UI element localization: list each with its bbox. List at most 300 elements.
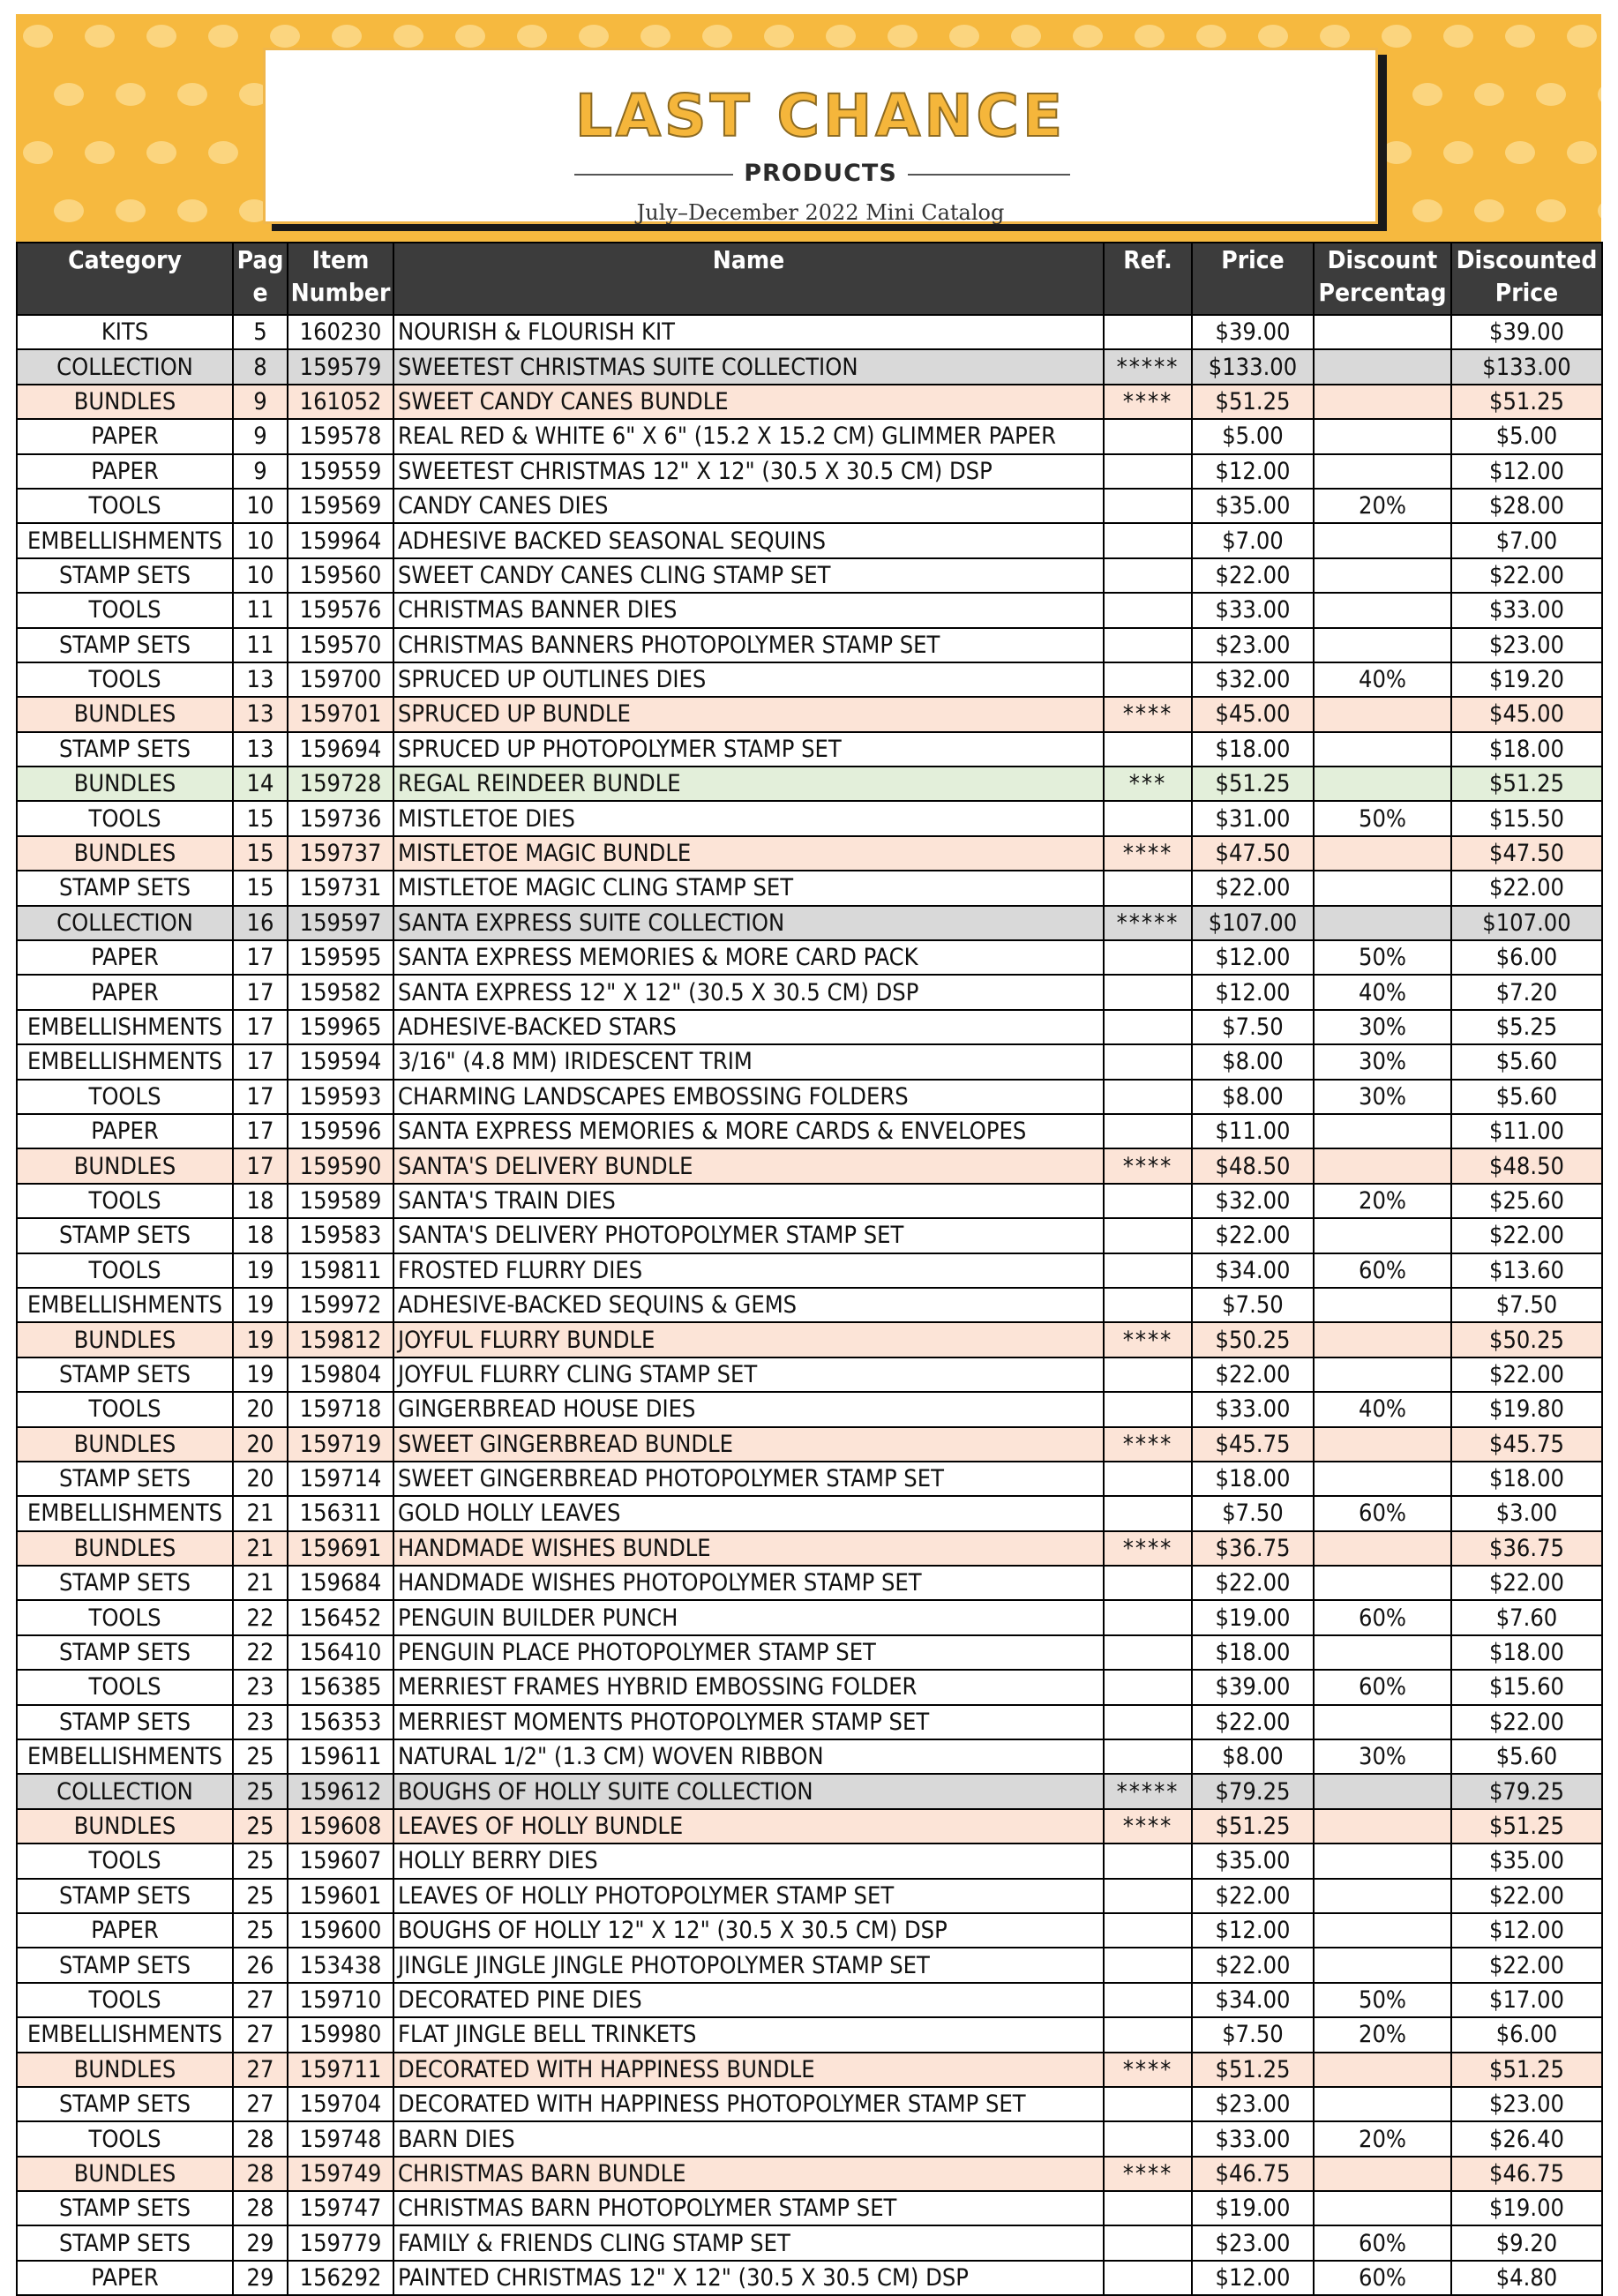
cell-discount	[1314, 2191, 1451, 2225]
table-row	[17, 836, 1602, 871]
cell-ref: ***	[1104, 767, 1192, 801]
table-row	[17, 1739, 1602, 1774]
cell-discount: 20%	[1314, 2017, 1451, 2052]
cell-page: 17	[233, 940, 288, 975]
table-row	[17, 1566, 1602, 1600]
cell-category: STAMP SETS	[17, 2225, 233, 2260]
cell-ref	[1104, 523, 1192, 557]
cell-name: SANTA EXPRESS SUITE COLLECTION	[393, 906, 1104, 940]
banner-dot	[1536, 199, 1566, 222]
cell-page: 25	[233, 1774, 288, 1808]
cell-discounted-price: $11.00	[1451, 1114, 1602, 1148]
cell-discounted-price: $51.25	[1451, 1809, 1602, 1844]
cell-item-number: 159980	[288, 2017, 393, 2052]
cell-discounted-price: $22.00	[1451, 558, 1602, 593]
cell-name: BARN DIES	[393, 2121, 1104, 2156]
cell-price: $23.00	[1192, 2087, 1314, 2121]
table-row	[17, 732, 1602, 767]
table-row	[17, 315, 1602, 349]
table-row	[17, 1531, 1602, 1566]
cell-name: DECORATED WITH HAPPINESS BUNDLE	[393, 2053, 1104, 2087]
cell-item-number: 156292	[288, 2261, 393, 2295]
banner-dot	[1443, 25, 1473, 48]
cell-name: SWEET GINGERBREAD BUNDLE	[393, 1427, 1104, 1462]
cell-ref	[1104, 1357, 1192, 1392]
cell-discounted-price: $19.80	[1451, 1392, 1602, 1426]
cell-category: BUNDLES	[17, 1427, 233, 1462]
cell-item-number: 159728	[288, 767, 393, 801]
cell-page: 10	[233, 489, 288, 523]
cell-name: LEAVES OF HOLLY PHOTOPOLYMER STAMP SET	[393, 1879, 1104, 1913]
cell-discount	[1314, 836, 1451, 871]
table-row	[17, 2191, 1602, 2225]
cell-discounted-price: $6.00	[1451, 2017, 1602, 2052]
table-row	[17, 662, 1602, 697]
cell-item-number: 159736	[288, 801, 393, 835]
cell-item-number: 159718	[288, 1392, 393, 1426]
cell-discounted-price: $5.00	[1451, 419, 1602, 453]
cell-discount: 40%	[1314, 662, 1451, 697]
cell-name: SWEET CANDY CANES CLING STAMP SET	[393, 558, 1104, 593]
cell-page: 25	[233, 1913, 288, 1948]
cell-discounted-price: $6.00	[1451, 940, 1602, 975]
cell-page: 19	[233, 1357, 288, 1392]
cell-name: CHRISTMAS BARN PHOTOPOLYMER STAMP SET	[393, 2191, 1104, 2225]
cell-page: 16	[233, 906, 288, 940]
cell-name: MERRIEST FRAMES HYBRID EMBOSSING FOLDER	[393, 1670, 1104, 1704]
cell-name: MISTLETOE MAGIC BUNDLE	[393, 836, 1104, 871]
banner-dot	[85, 141, 115, 164]
cell-page: 10	[233, 523, 288, 557]
cell-page: 20	[233, 1462, 288, 1496]
cell-name: MERRIEST MOMENTS PHOTOPOLYMER STAMP SET	[393, 1705, 1104, 1739]
cell-discounted-price: $35.00	[1451, 1844, 1602, 1878]
cell-item-number: 159560	[288, 558, 393, 593]
cell-category: STAMP SETS	[17, 558, 233, 593]
table-row	[17, 1392, 1602, 1426]
cell-ref: ****	[1104, 1322, 1192, 1357]
cell-discount	[1314, 349, 1451, 384]
cell-price: $34.00	[1192, 1983, 1314, 2017]
cell-price: $31.00	[1192, 801, 1314, 835]
cell-price: $133.00	[1192, 349, 1314, 384]
cell-discount	[1314, 1462, 1451, 1496]
table-row	[17, 1218, 1602, 1253]
cell-page: 22	[233, 1635, 288, 1670]
cell-discount	[1314, 732, 1451, 767]
col-header-category: Category	[17, 243, 233, 315]
cell-category: TOOLS	[17, 489, 233, 523]
cell-discount: 20%	[1314, 2121, 1451, 2156]
table-row	[17, 1427, 1602, 1462]
cell-name: ADHESIVE-BACKED SEQUINS & GEMS	[393, 1288, 1104, 1322]
cell-ref	[1104, 662, 1192, 697]
cell-price: $11.00	[1192, 1114, 1314, 1148]
cell-category: TOOLS	[17, 1670, 233, 1704]
cell-name: REGAL REINDEER BUNDLE	[393, 767, 1104, 801]
cell-item-number: 159704	[288, 2087, 393, 2121]
cell-discounted-price: $4.80	[1451, 2261, 1602, 2295]
cell-name: 3/16" (4.8 MM) IRIDESCENT TRIM	[393, 1044, 1104, 1079]
table-row	[17, 2157, 1602, 2191]
cell-discount: 60%	[1314, 1253, 1451, 1288]
banner-dot	[146, 141, 176, 164]
cell-ref	[1104, 593, 1192, 627]
cell-page: 20	[233, 1392, 288, 1426]
cell-item-number: 159700	[288, 662, 393, 697]
cell-item-number: 160230	[288, 315, 393, 349]
table-row	[17, 1044, 1602, 1079]
cell-ref	[1104, 2121, 1192, 2156]
cell-discounted-price: $19.00	[1451, 2191, 1602, 2225]
cell-category: STAMP SETS	[17, 2087, 233, 2121]
cell-category: STAMP SETS	[17, 1566, 233, 1600]
cell-item-number: 156311	[288, 1496, 393, 1530]
cell-item-number: 159965	[288, 1010, 393, 1044]
cell-discounted-price: $22.00	[1451, 1948, 1602, 1982]
cell-item-number: 159590	[288, 1148, 393, 1183]
table-row	[17, 1322, 1602, 1357]
cell-ref	[1104, 1496, 1192, 1530]
cell-page: 29	[233, 2261, 288, 2295]
cell-discounted-price: $45.00	[1451, 697, 1602, 731]
table-row	[17, 1496, 1602, 1530]
cell-ref	[1104, 1010, 1192, 1044]
cell-name: GINGERBREAD HOUSE DIES	[393, 1392, 1104, 1426]
cell-price: $12.00	[1192, 1913, 1314, 1948]
cell-ref	[1104, 315, 1192, 349]
cell-discount: 40%	[1314, 1392, 1451, 1426]
cell-name: BOUGHS OF HOLLY SUITE COLLECTION	[393, 1774, 1104, 1808]
cell-item-number: 159710	[288, 1983, 393, 2017]
table-row	[17, 1114, 1602, 1148]
cell-ref	[1104, 2017, 1192, 2052]
cell-item-number: 159691	[288, 1531, 393, 1566]
table-row	[17, 801, 1602, 835]
cell-category: PAPER	[17, 2261, 233, 2295]
banner-dot	[517, 25, 547, 48]
cell-category: STAMP SETS	[17, 1357, 233, 1392]
cell-price: $32.00	[1192, 662, 1314, 697]
cell-discounted-price: $13.60	[1451, 1253, 1602, 1288]
cell-discount: 60%	[1314, 1670, 1451, 1704]
table-row	[17, 385, 1602, 419]
cell-category: STAMP SETS	[17, 628, 233, 662]
cell-discount	[1314, 1879, 1451, 1913]
cell-category: BUNDLES	[17, 767, 233, 801]
cell-item-number: 159583	[288, 1218, 393, 1253]
cell-ref: ****	[1104, 1148, 1192, 1183]
cell-name: SANTA'S TRAIN DIES	[393, 1184, 1104, 1218]
cell-ref: ****	[1104, 1427, 1192, 1462]
cell-page: 26	[233, 1948, 288, 1982]
banner-dot	[54, 199, 84, 222]
cell-page: 23	[233, 1705, 288, 1739]
cell-ref	[1104, 1705, 1192, 1739]
banner-dot	[1474, 199, 1504, 222]
cell-name: CHRISTMAS BARN BUNDLE	[393, 2157, 1104, 2191]
cell-discounted-price: $3.00	[1451, 1496, 1602, 1530]
cell-ref: *****	[1104, 349, 1192, 384]
cell-ref	[1104, 2087, 1192, 2121]
cell-price: $51.25	[1192, 2053, 1314, 2087]
cell-item-number: 159579	[288, 349, 393, 384]
cell-discount: 50%	[1314, 801, 1451, 835]
cell-page: 22	[233, 1600, 288, 1634]
table-row	[17, 1600, 1602, 1634]
cell-price: $19.00	[1192, 2191, 1314, 2225]
banner-dot	[1382, 25, 1412, 48]
cell-item-number: 159972	[288, 1288, 393, 1322]
banner-dot	[888, 25, 918, 48]
cell-discount: 60%	[1314, 1496, 1451, 1530]
cell-price: $33.00	[1192, 2121, 1314, 2156]
cell-page: 25	[233, 1739, 288, 1774]
table-row	[17, 2261, 1602, 2295]
cell-name: REAL RED & WHITE 6" X 6" (15.2 X 15.2 CM) GLIMMER PAPER	[393, 419, 1104, 453]
table-row	[17, 871, 1602, 905]
cell-discount	[1314, 1635, 1451, 1670]
table-row	[17, 1705, 1602, 1739]
banner-dot	[146, 25, 176, 48]
cell-page: 13	[233, 662, 288, 697]
cell-category: STAMP SETS	[17, 1705, 233, 1739]
banner-dot	[85, 25, 115, 48]
cell-name: ADHESIVE BACKED SEASONAL SEQUINS	[393, 523, 1104, 557]
table-row	[17, 1844, 1602, 1878]
cell-discount	[1314, 1148, 1451, 1183]
cell-item-number: 159714	[288, 1462, 393, 1496]
cell-category: PAPER	[17, 454, 233, 489]
banner-dot	[1412, 83, 1442, 106]
cell-page: 15	[233, 836, 288, 871]
cell-price: $8.00	[1192, 1739, 1314, 1774]
logo-rule-right	[908, 174, 1070, 176]
cell-discounted-price: $51.25	[1451, 385, 1602, 419]
cell-ref: ****	[1104, 1531, 1192, 1566]
col-header-name: Name	[393, 243, 1104, 315]
banner-dot	[177, 199, 207, 222]
banner-dot	[23, 25, 53, 48]
cell-category: TOOLS	[17, 801, 233, 835]
cell-page: 14	[233, 767, 288, 801]
banner-dot	[1320, 25, 1350, 48]
cell-name: JOYFUL FLURRY CLING STAMP SET	[393, 1357, 1104, 1392]
cell-page: 18	[233, 1218, 288, 1253]
table-row	[17, 697, 1602, 731]
cell-category: BUNDLES	[17, 1809, 233, 1844]
cell-page: 10	[233, 558, 288, 593]
cell-ref: ****	[1104, 2053, 1192, 2087]
cell-discounted-price: $17.00	[1451, 1983, 1602, 2017]
banner-dot	[1412, 199, 1442, 222]
cell-ref	[1104, 1253, 1192, 1288]
cell-discount: 50%	[1314, 940, 1451, 975]
cell-page: 17	[233, 1148, 288, 1183]
cell-category: TOOLS	[17, 1983, 233, 2017]
cell-ref: ****	[1104, 697, 1192, 731]
banner-dot	[23, 141, 53, 164]
cell-category: STAMP SETS	[17, 871, 233, 905]
cell-discounted-price: $79.25	[1451, 1774, 1602, 1808]
cell-discount	[1314, 1705, 1451, 1739]
table-row	[17, 906, 1602, 940]
table-header-row	[17, 243, 1602, 315]
cell-name: DECORATED PINE DIES	[393, 1983, 1104, 2017]
cell-discounted-price: $51.25	[1451, 2053, 1602, 2087]
table-row	[17, 1184, 1602, 1218]
cell-page: 11	[233, 628, 288, 662]
table-row	[17, 1635, 1602, 1670]
cell-name: NATURAL 1/2" (1.3 CM) WOVEN RIBBON	[393, 1739, 1104, 1774]
cell-item-number: 159711	[288, 2053, 393, 2087]
cell-price: $79.25	[1192, 1774, 1314, 1808]
cell-name: MISTLETOE MAGIC CLING STAMP SET	[393, 871, 1104, 905]
cell-discounted-price: $22.00	[1451, 1357, 1602, 1392]
cell-price: $18.00	[1192, 732, 1314, 767]
cell-discounted-price: $26.40	[1451, 2121, 1602, 2156]
cell-ref	[1104, 1114, 1192, 1148]
cell-name: PENGUIN PLACE PHOTOPOLYMER STAMP SET	[393, 1635, 1104, 1670]
cell-item-number: 159578	[288, 419, 393, 453]
cell-price: $22.00	[1192, 1357, 1314, 1392]
cell-discounted-price: $36.75	[1451, 1531, 1602, 1566]
cell-item-number: 159570	[288, 628, 393, 662]
cell-page: 15	[233, 871, 288, 905]
table-row	[17, 1357, 1602, 1392]
cell-name: SANTA'S DELIVERY PHOTOPOLYMER STAMP SET	[393, 1218, 1104, 1253]
cell-category: EMBELLISHMENTS	[17, 1496, 233, 1530]
cell-item-number: 156353	[288, 1705, 393, 1739]
cell-name: LEAVES OF HOLLY BUNDLE	[393, 1809, 1104, 1844]
cell-category: EMBELLISHMENTS	[17, 1044, 233, 1079]
cell-category: PAPER	[17, 975, 233, 1009]
cell-price: $7.50	[1192, 1288, 1314, 1322]
banner-dot	[54, 83, 84, 106]
banner-dot	[393, 25, 423, 48]
cell-ref	[1104, 2261, 1192, 2295]
cell-category: PAPER	[17, 419, 233, 453]
cell-discounted-price: $15.60	[1451, 1670, 1602, 1704]
cell-price: $22.00	[1192, 1218, 1314, 1253]
table-row	[17, 1080, 1602, 1114]
cell-ref	[1104, 1739, 1192, 1774]
cell-discount	[1314, 385, 1451, 419]
cell-discount: 60%	[1314, 2225, 1451, 2260]
cell-price: $36.75	[1192, 1531, 1314, 1566]
cell-name: HOLLY BERRY DIES	[393, 1844, 1104, 1878]
cell-price: $18.00	[1192, 1462, 1314, 1496]
cell-name: SWEETEST CHRISTMAS 12" X 12" (30.5 X 30.5 CM) DSP	[393, 454, 1104, 489]
banner-dot	[702, 25, 732, 48]
banner-dot	[116, 199, 146, 222]
cell-page: 17	[233, 1080, 288, 1114]
cell-name: BOUGHS OF HOLLY 12" X 12" (30.5 X 30.5 CM) DSP	[393, 1913, 1104, 1948]
cell-name: PENGUIN BUILDER PUNCH	[393, 1600, 1104, 1634]
table-row	[17, 1253, 1602, 1288]
table-row	[17, 628, 1602, 662]
cell-discount	[1314, 1531, 1451, 1566]
cell-name: HANDMADE WISHES PHOTOPOLYMER STAMP SET	[393, 1566, 1104, 1600]
banner-dot	[1536, 83, 1566, 106]
cell-page: 8	[233, 349, 288, 384]
cell-discount	[1314, 2087, 1451, 2121]
cell-category: BUNDLES	[17, 1531, 233, 1566]
cell-category: TOOLS	[17, 1080, 233, 1114]
cell-category: TOOLS	[17, 2121, 233, 2156]
cell-discount	[1314, 1948, 1451, 1982]
cell-price: $51.25	[1192, 767, 1314, 801]
cell-discount	[1314, 454, 1451, 489]
cell-item-number: 159737	[288, 836, 393, 871]
cell-page: 19	[233, 1253, 288, 1288]
cell-name: PAINTED CHRISTMAS 12" X 12" (30.5 X 30.5 CM) DSP	[393, 2261, 1104, 2295]
cell-discount	[1314, 697, 1451, 731]
cell-ref	[1104, 419, 1192, 453]
banner-dot	[1474, 83, 1504, 106]
cell-category: TOOLS	[17, 1392, 233, 1426]
cell-discounted-price: $22.00	[1451, 1879, 1602, 1913]
cell-page: 11	[233, 593, 288, 627]
cell-ref: *****	[1104, 1774, 1192, 1808]
cell-discounted-price: $25.60	[1451, 1184, 1602, 1218]
cell-name: FLAT JINGLE BELL TRINKETS	[393, 2017, 1104, 2052]
cell-ref	[1104, 1184, 1192, 1218]
cell-discounted-price: $33.00	[1451, 593, 1602, 627]
cell-category: STAMP SETS	[17, 1635, 233, 1670]
cell-category: TOOLS	[17, 1253, 233, 1288]
banner-dot	[579, 25, 609, 48]
table-row	[17, 975, 1602, 1009]
cell-price: $48.50	[1192, 1148, 1314, 1183]
cell-price: $22.00	[1192, 1948, 1314, 1982]
cell-category: STAMP SETS	[17, 732, 233, 767]
banner-dot	[1598, 83, 1601, 106]
cell-item-number: 159607	[288, 1844, 393, 1878]
cell-discounted-price: $50.25	[1451, 1322, 1602, 1357]
cell-item-number: 159612	[288, 1774, 393, 1808]
cell-ref	[1104, 1879, 1192, 1913]
cell-category: STAMP SETS	[17, 1879, 233, 1913]
cell-price: $107.00	[1192, 906, 1314, 940]
cell-discounted-price: $15.50	[1451, 801, 1602, 835]
cell-ref	[1104, 1392, 1192, 1426]
cell-price: $7.50	[1192, 2017, 1314, 2052]
table-row	[17, 1983, 1602, 2017]
cell-discounted-price: $9.20	[1451, 2225, 1602, 2260]
cell-ref: ****	[1104, 836, 1192, 871]
cell-category: COLLECTION	[17, 906, 233, 940]
cell-item-number: 159597	[288, 906, 393, 940]
cell-ref	[1104, 975, 1192, 1009]
cell-discounted-price: $23.00	[1451, 628, 1602, 662]
cell-name: SPRUCED UP OUTLINES DIES	[393, 662, 1104, 697]
cell-page: 17	[233, 1044, 288, 1079]
cell-page: 21	[233, 1566, 288, 1600]
cell-item-number: 159596	[288, 1114, 393, 1148]
cell-price: $32.00	[1192, 1184, 1314, 1218]
cell-price: $35.00	[1192, 489, 1314, 523]
cell-discounted-price: $5.25	[1451, 1010, 1602, 1044]
cell-price: $33.00	[1192, 593, 1314, 627]
cell-item-number: 159812	[288, 1322, 393, 1357]
cell-name: SWEETEST CHRISTMAS SUITE COLLECTION	[393, 349, 1104, 384]
cell-category: EMBELLISHMENTS	[17, 523, 233, 557]
cell-page: 18	[233, 1184, 288, 1218]
cell-ref	[1104, 732, 1192, 767]
cell-discounted-price: $22.00	[1451, 1705, 1602, 1739]
cell-category: BUNDLES	[17, 697, 233, 731]
